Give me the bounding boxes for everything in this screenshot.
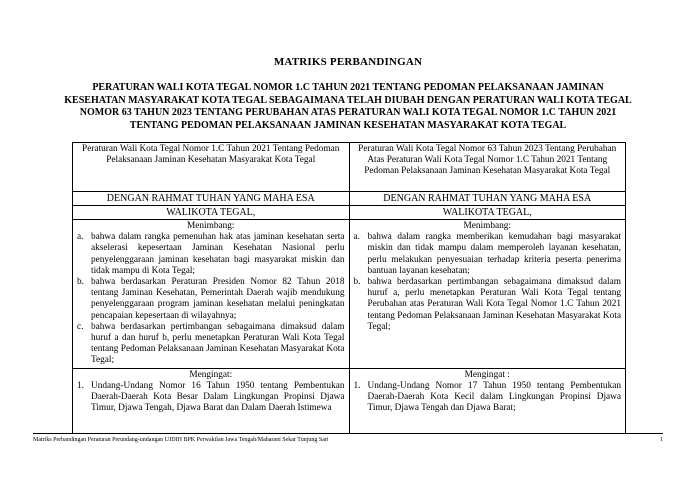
list-item-text: Undang-Undang Nomor 16 Tahun 1950 tentang Pembentukan Daerah-Daerah Kota Besar Dalam Lingkungan Propinsi Djawa Timur, Djawa Tengah, Djawa Barat dan Dalam Daerah Istimewa <box>91 380 345 414</box>
right-mengingat-cell <box>349 368 626 433</box>
menimbang-list <box>354 232 622 333</box>
list-item <box>77 277 345 322</box>
page-number: 1 <box>660 437 663 443</box>
list-item-text: bahwa dalam rangka pemenuhan hak atas jaminan kesehatan serta akselerasi kepesertaan Jaminan Kesehatan Nasional perlu penyelenggaraan jaminan kesehatan bagi masyarakat miskin dan tidak mampu di Kota Tegal; <box>91 232 345 276</box>
footer-text: Matriks Perbandingan Peraturan Perundang-undangan UJDIH BPK Perwakilan Jawa Tengah/Maharani Sekar Tunjung Sari <box>33 437 329 443</box>
list-marker: 1. <box>77 380 84 391</box>
comparison-matrix-table <box>72 142 626 434</box>
page-footer <box>33 433 663 443</box>
left-rahmat-cell: DENGAN RAHMAT TUHAN YANG MAHA ESA <box>73 192 350 206</box>
menimbang-heading: Menimbang: <box>463 221 511 231</box>
list-item <box>77 322 345 367</box>
regulation-title <box>34 82 662 132</box>
regulation-title-line: PERATURAN WALI KOTA TEGAL NOMOR 1.C TAHUN 2021 TENTANG PEDOMAN PELAKSANAAN JAMINAN <box>92 82 604 93</box>
list-item <box>77 232 345 277</box>
left-mengingat-cell <box>73 368 350 433</box>
list-item-text: bahwa berdasarkan pertimbangan sebagaimana dimaksud dalam huruf a dan huruf b, perlu menetapkan Peraturan Wali Kota Tegal tentang Pedoman Pelaksanaan Jaminan Kesehatan Masyarakat Kota Tegal; <box>91 321 345 366</box>
list-marker: a. <box>353 232 360 243</box>
list-marker: b. <box>77 277 84 288</box>
regulation-title-line: NOMOR 63 TAHUN 2023 TENTANG PERUBAHAN ATAS PERATURAN WALI KOTA TEGAL NOMOR 1.C TAHUN 2021 <box>79 107 617 118</box>
right-column-header: Peraturan Wali Kota Tegal Nomor 63 Tahun 2023 Tentang Perubahan Atas Peraturan Wali Kota Tegal Nomor 1.C Tahun 2021 Tentang Pedoman Pelaksanaan Jaminan Kesehatan Masyarakat Kota Tegal <box>349 143 626 192</box>
mengingat-heading: Mengingat: <box>189 369 233 380</box>
list-marker: 1. <box>353 380 361 391</box>
document-title: MATRIKS PERBANDINGAN <box>273 56 423 68</box>
list-marker: a. <box>77 232 84 243</box>
table-row <box>73 206 626 220</box>
table-row <box>73 143 626 192</box>
left-walikota-cell: WALIKOTA TEGAL, <box>73 206 350 220</box>
right-walikota-cell: WALIKOTA TEGAL, <box>349 206 626 220</box>
left-column-header: Peraturan Wali Kota Tegal Nomor 1.C Tahun 2021 Tentang Pedoman Pelaksanaan Jaminan Kesehatan Masyarakat Kota Tegal <box>73 143 350 192</box>
list-item-text: Undang-Undang Nomor 17 Tahun 1950 tentang Pembentukan Daerah-Daerah Kota Kecil dalam Lingkungan Propinsi Djawa Timur, Djawa Tengah dan Djawa Barat; <box>367 380 621 414</box>
menimbang-list <box>77 232 345 366</box>
table-row <box>73 368 626 433</box>
list-item-text: bahwa berdasarkan Peraturan Presiden Nomor 82 Tahun 2018 tentang Jaminan Kesehatan, Pemerintah Daerah wajib mendukung penyelenggaraan program jaminan kesehatan melalui peningkatan pencapaian kepesertaan di wilayahnya; <box>91 277 345 321</box>
left-menimbang-cell <box>73 220 350 369</box>
list-item <box>354 232 622 277</box>
list-item <box>354 381 622 415</box>
list-item <box>77 381 345 415</box>
table-row <box>73 192 626 206</box>
right-menimbang-cell <box>349 220 626 369</box>
list-marker: c. <box>77 321 84 332</box>
regulation-title-line: TENTANG PEDOMAN PELAKSANAAN JAMINAN KESEHATAN MASYARAKAT KOTA TEGAL <box>129 119 567 131</box>
list-item-text: bahwa berdasarkan pertimbangan sebagaimana dimaksud dalam huruf a, perlu menetapkan Peraturan Wali Kota Tegal tentang Perubahan atas Peraturan Wali Kota Tegal Nomor 1.C Tahun 2021 tentang Pedoman Pelaksanaan Jaminan Kesehatan Masyarakat Kota Tegal; <box>367 277 621 332</box>
list-item <box>354 277 622 333</box>
list-item-text: bahwa dalam rangka memberikan kemudahan bagi masyarakat miskin dan tidak mampu dalam memperoleh layanan kesehatan, perlu melakukan penyesuaian terhadap kriteria peserta penerima bantuan layanan kesehatan; <box>367 232 621 276</box>
right-rahmat-cell: DENGAN RAHMAT TUHAN YANG MAHA ESA <box>349 192 626 206</box>
mengingat-list <box>354 381 622 415</box>
mengingat-heading: Mengingat : <box>464 369 510 380</box>
list-marker: b. <box>353 277 361 288</box>
regulation-title-line: KESEHATAN MASYARAKAT KOTA TEGAL SEBAGAIMANA TELAH DIUBAH DENGAN PERATURAN WALI KOTA TEGAL <box>64 94 632 106</box>
mengingat-list <box>77 381 345 415</box>
menimbang-heading: Menimbang: <box>186 221 235 231</box>
table-row <box>73 220 626 369</box>
